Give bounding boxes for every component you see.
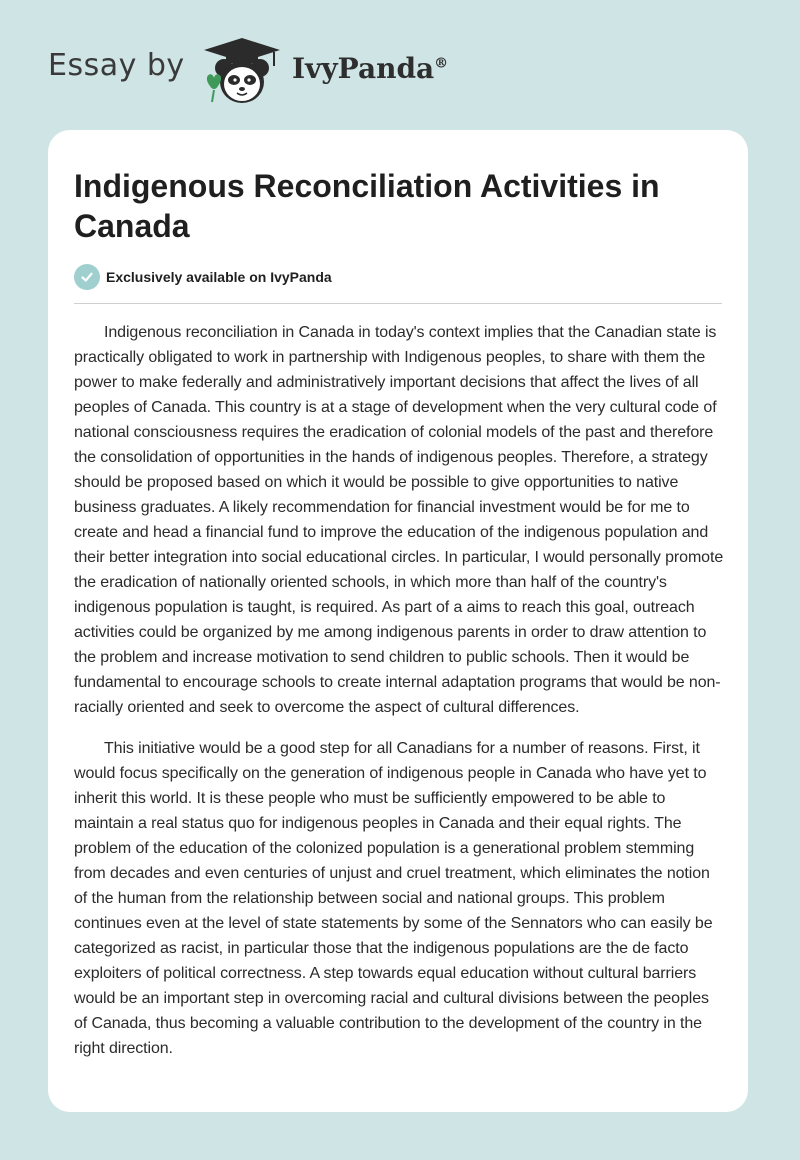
essay-body — [74, 320, 724, 1077]
exclusive-label: Exclusively available on IvyPanda — [106, 269, 332, 285]
paragraph: This initiative would be a good step for all Canadians for a number of reasons. First, it would focus specifically on the generation of indigenous people in Canada who have yet to inherit this world. It is these people who must be sufficiently empowered to be able to maintain a real status quo for indigenous peoples in Canada and their equal rights. The problem of the education of the colonized population is a generational problem stemming from decades and even centuries of unjust and cruel treatment, which eliminates the notion of the human from the relationship between social and national groups. This problem continues even at the level of state statements by some of the Sennators who can easily be categorized as racist, in particular those that the indigenous populations are the de facto exploiters of political correctness. A step towards equal education without cultural barriers would be an important step in overcoming racial and cultural divisions between the peoples of Canada, thus becoming a valuable contribution to the development of the country in the right direction. — [74, 740, 713, 1057]
panda-graduate-logo-icon[interactable] — [200, 36, 284, 108]
brand-name-text: IvyPanda — [292, 52, 435, 85]
site-header — [0, 0, 800, 130]
paragraph: Indigenous reconciliation in Canada in today's context implies that the Canadian state is practically obligated to work in partnership with Indigenous peoples, to share with them the power to make federally and administratively important decisions that affect the lives of all peoples of Canada. This country is at a stage of development when the very cultural code of national consciousness requires the eradication of colonial models of the past and therefore the consolidation of opportunities in the hands of indigenous peoples. Therefore, a strategy should be proposed based on which it would be possible to give opportunities to native business graduates. A likely recommendation for financial investment would be for me to create and head a financial fund to improve the education of the indigenous population and their better integration into social educational circles. In particular, I would personally promote the eradication of nationally oriented schools, in which more than half of the country's indigenous population is taught, is required. As part of a aims to reach this goal, outreach activities could be organized by me among indigenous parents in order to draw attention to the problem and increase motivation to send children to public schools. Then it would be fundamental to encourage schools to create internal adaptation programs that would be non-racially oriented and seek to overcome the aspect of cultural differences. — [74, 324, 724, 716]
essay-title: Indigenous Reconciliation Activities in Canada — [74, 168, 660, 244]
essay-card — [48, 130, 748, 1112]
divider — [74, 303, 722, 304]
registered-mark: ® — [434, 55, 449, 72]
exclusive-badge — [74, 264, 332, 290]
brand-name[interactable] — [292, 52, 448, 85]
check-circle-icon — [74, 264, 100, 290]
essay-by-label: Essay by — [48, 48, 185, 83]
